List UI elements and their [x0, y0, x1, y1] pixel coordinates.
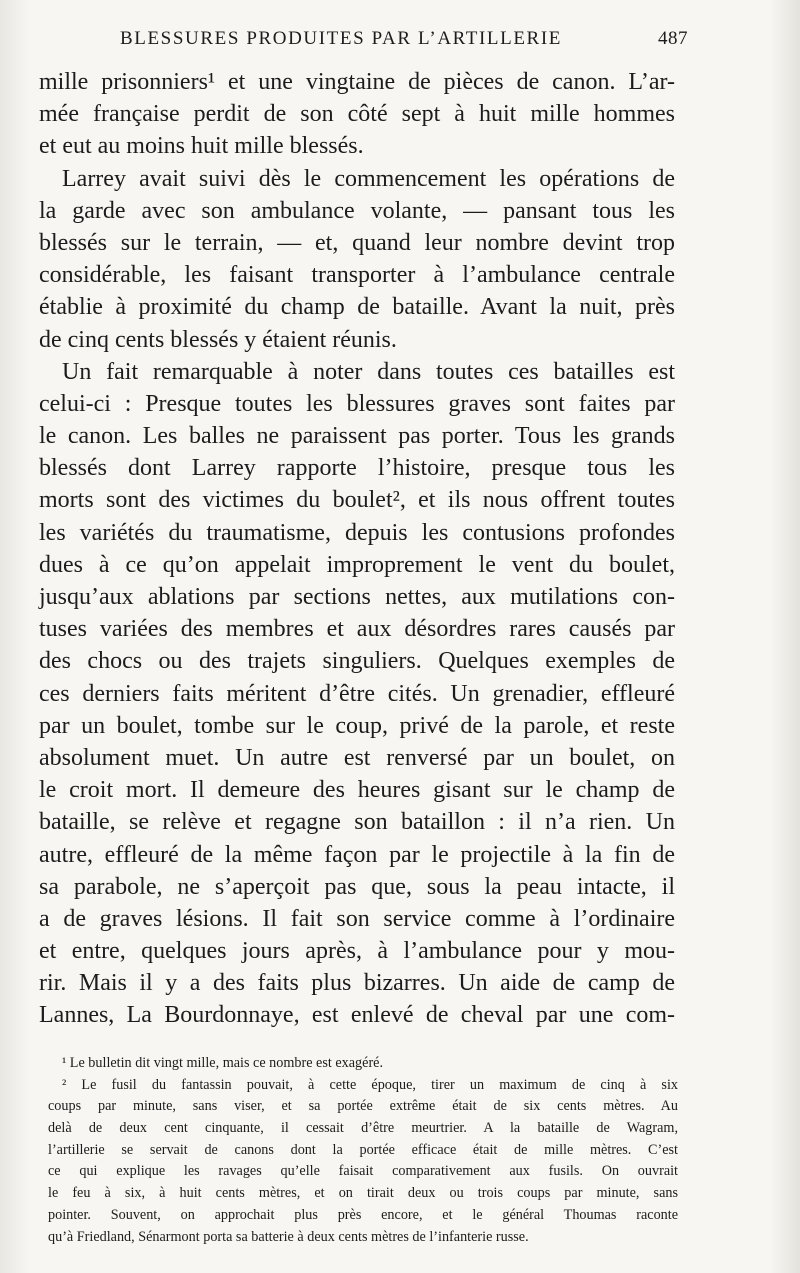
- running-title: BLESSURES PRODUITES PAR L’ARTILLERIE: [120, 28, 562, 49]
- footnote-line: ce qui explique les ravages qu’elle faisait comparativement aux fusils. On ouvrait: [48, 1163, 678, 1180]
- text-line: Larrey avait suivi dès le commencement les opérations de: [62, 165, 675, 192]
- page-number: 487: [658, 28, 688, 49]
- text-line: blessés sur le terrain, — et, quand leur nombre devint trop: [39, 229, 675, 256]
- body-text: [39, 66, 675, 1032]
- text-line: a de graves lésions. Il fait son service comme à l’ordinaire: [39, 905, 675, 932]
- footnote-line: le feu à six, à huit cents mètres, et on tirait deux ou trois coups par minute, sans: [48, 1185, 678, 1202]
- footnote-line: delà de deux cent cinquante, il cessait d’être meurtrier. A la bataille de Wagram,: [48, 1120, 678, 1137]
- text-line: ces derniers faits méritent d’être cités. Un grenadier, effleuré: [39, 680, 675, 707]
- text-line: par un boulet, tombe sur le coup, privé de la parole, et reste: [39, 712, 675, 739]
- text-line: de cinq cents blessés y étaient réunis.: [39, 326, 397, 353]
- footnote-line: coups par minute, sans viser, et sa portée extrême était de six cents mètres. Au: [48, 1098, 678, 1115]
- footnote-line: qu’à Friedland, Sénarmont porta sa batterie à deux cents mètres de l’infanterie russe.: [48, 1228, 529, 1245]
- footnote-line: l’artillerie se servait de canons dont la portée efficace était de mille mètres. C’est: [48, 1141, 678, 1158]
- footnote-line: pointer. Souvent, on approchait plus près encore, et le général Thoumas raconte: [48, 1206, 678, 1223]
- text-line: Lannes, La Bourdonnaye, est enlevé de cheval par une com-: [39, 1002, 675, 1029]
- text-line: tuses variées des membres et aux désordres rares causés par: [39, 616, 675, 643]
- text-line: jusqu’aux ablations par sections nettes, aux mutilations con-: [39, 584, 675, 610]
- text-line: autre, effleuré de la même façon par le projectile à la fin de: [39, 841, 675, 868]
- text-line: et eut au moins huit mille blessés.: [39, 133, 364, 160]
- text-line: mille prisonniers¹ et une vingtaine de pièces de canon. L’ar-: [39, 69, 675, 95]
- footnote-2: ² Le fusil du fantassin pouvait, à cette époque, tirer un maximum de cinq à six: [62, 1076, 678, 1093]
- text-line: blessés dont Larrey rapporte l’histoire, presque tous les: [39, 455, 675, 482]
- text-line: bataille, se relève et regagne son bataillon : il n’a rien. Un: [39, 809, 675, 836]
- text-line: sa parabole, ne s’aperçoit pas que, sous la peau intacte, il: [39, 873, 675, 900]
- text-line: les variétés du traumatisme, depuis les contusions profondes: [39, 519, 675, 546]
- text-line: absolument muet. Un autre est renversé par un boulet, on: [39, 744, 675, 771]
- text-line: des chocs ou des trajets singuliers. Quelques exemples de: [39, 648, 675, 675]
- text-line: mée française perdit de son côté sept à huit mille hommes: [39, 101, 675, 128]
- text-line: le croit mort. Il demeure des heures gisant sur le champ de: [39, 777, 675, 804]
- running-header: [120, 28, 688, 58]
- text-line: considérable, les faisant transporter à l’ambulance centrale: [39, 262, 675, 289]
- text-line: rir. Mais il y a des faits plus bizarres. Un aide de camp de: [39, 970, 675, 997]
- text-line: dues à ce qu’on appelait improprement le vent du boulet,: [39, 551, 675, 578]
- text-line: établie à proximité du champ de bataille. Avant la nuit, près: [39, 294, 675, 321]
- footnotes: [48, 1053, 678, 1248]
- text-line: le canon. Les balles ne paraissent pas porter. Tous les grands: [39, 423, 675, 450]
- text-line: et entre, quelques jours après, à l’ambulance pour y mou-: [39, 938, 675, 965]
- text-line: celui-ci : Presque toutes les blessures graves sont faites par: [39, 390, 675, 417]
- text-line: la garde avec son ambulance volante, — pansant tous les: [39, 197, 675, 224]
- footnote-1: ¹ Le bulletin dit vingt mille, mais ce nombre est exagéré.: [62, 1055, 384, 1071]
- text-line: morts sont des victimes du boulet², et ils nous offrent toutes: [39, 487, 675, 514]
- text-line: Un fait remarquable à noter dans toutes ces batailles est: [62, 358, 675, 385]
